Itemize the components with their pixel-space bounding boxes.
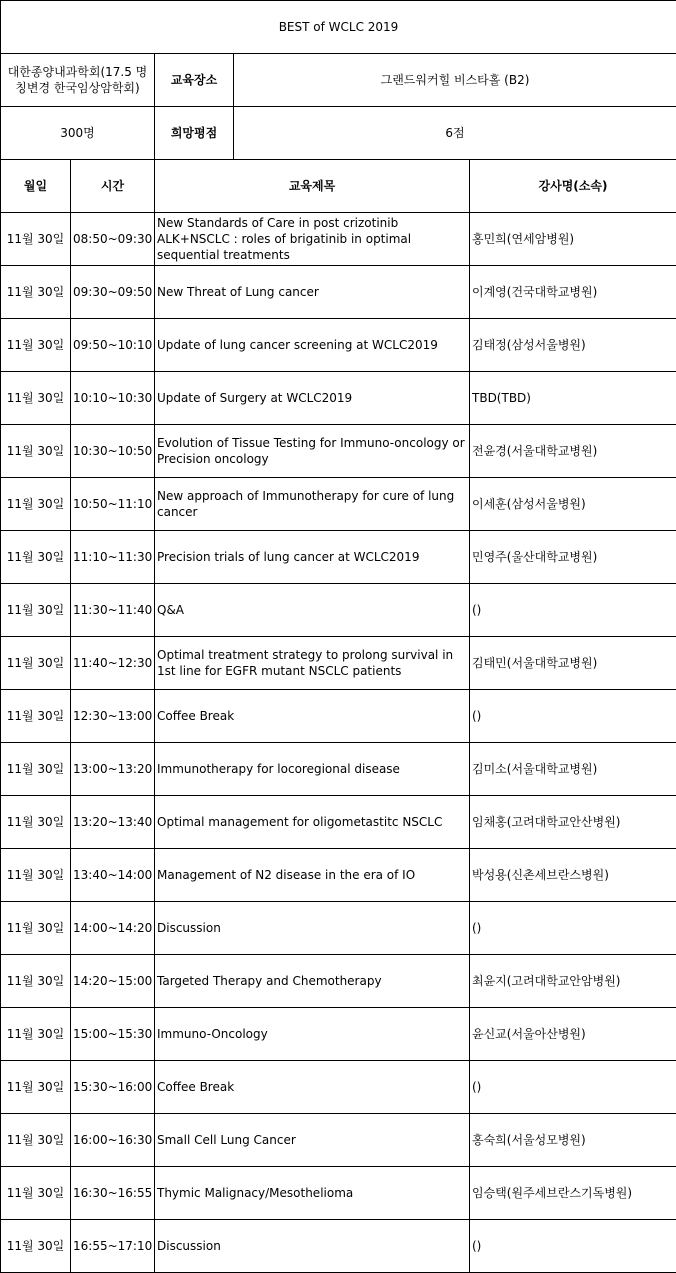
- session-speaker: TBD(TBD): [470, 372, 676, 425]
- session-speaker: (): [470, 902, 676, 955]
- session-date: 11월 30일: [1, 1061, 71, 1114]
- header-time: 시간: [71, 160, 155, 213]
- session-speaker: (): [470, 1061, 676, 1114]
- session-time: 15:30~16:00: [71, 1061, 155, 1114]
- session-date: 11월 30일: [1, 743, 71, 796]
- session-title: Coffee Break: [155, 1061, 470, 1114]
- title-row: [1, 1, 676, 54]
- organizer: 대한종양내과학회(17.5 명칭변경 한국임상암학회): [1, 54, 155, 107]
- header-speaker: 강사명(소속): [470, 160, 676, 213]
- session-time: 16:30~16:55: [71, 1167, 155, 1220]
- session-title: Update of lung cancer screening at WCLC2019: [155, 319, 470, 372]
- session-date: 11월 30일: [1, 213, 71, 266]
- session-time: 09:50~10:10: [71, 319, 155, 372]
- session-time: 10:50~11:10: [71, 478, 155, 531]
- session-time: 10:10~10:30: [71, 372, 155, 425]
- session-date: 11월 30일: [1, 849, 71, 902]
- table-row: [1, 1008, 676, 1061]
- session-speaker: 김태정(삼성서울병원): [470, 319, 676, 372]
- session-speaker: 민영주(울산대학교병원): [470, 531, 676, 584]
- session-date: 11월 30일: [1, 1167, 71, 1220]
- session-title: Small Cell Lung Cancer: [155, 1114, 470, 1167]
- table-row: [1, 955, 676, 1008]
- table-row: [1, 1167, 676, 1220]
- session-date: 11월 30일: [1, 637, 71, 690]
- table-row: [1, 902, 676, 955]
- table-row: [1, 637, 676, 690]
- session-title: Optimal treatment strategy to prolong survival in 1st line for EGFR mutant NSCLC patients: [155, 637, 470, 690]
- table-row: [1, 743, 676, 796]
- session-date: 11월 30일: [1, 955, 71, 1008]
- session-time: 14:20~15:00: [71, 955, 155, 1008]
- session-speaker: 전윤경(서울대학교병원): [470, 425, 676, 478]
- session-title: Targeted Therapy and Chemotherapy: [155, 955, 470, 1008]
- session-speaker: 홍민희(연세암병원): [470, 213, 676, 266]
- session-title: Optimal management for oligometastitc NSCLC: [155, 796, 470, 849]
- session-time: 13:00~13:20: [71, 743, 155, 796]
- session-time: 13:20~13:40: [71, 796, 155, 849]
- session-date: 11월 30일: [1, 319, 71, 372]
- session-time: 16:00~16:30: [71, 1114, 155, 1167]
- table-row: [1, 372, 676, 425]
- credit-label: 희망평점: [155, 107, 234, 160]
- document-title: BEST of WCLC 2019: [1, 1, 676, 54]
- session-date: 11월 30일: [1, 531, 71, 584]
- session-date: 11월 30일: [1, 902, 71, 955]
- table-row: [1, 1220, 676, 1273]
- session-title: New Standards of Care in post crizotinib ALK+NSCLC : roles of brigatinib in optimal sequential treatments: [155, 213, 470, 266]
- session-title: Immuno-Oncology: [155, 1008, 470, 1061]
- venue: 그랜드워커힐 비스타홀 (B2): [234, 54, 676, 107]
- session-date: 11월 30일: [1, 1220, 71, 1273]
- session-speaker: 윤신교(서울아산병원): [470, 1008, 676, 1061]
- session-speaker: 임승택(원주세브란스기독병원): [470, 1167, 676, 1220]
- table-row: [1, 849, 676, 902]
- session-time: 08:50~09:30: [71, 213, 155, 266]
- session-time: 11:30~11:40: [71, 584, 155, 637]
- session-time: 15:00~15:30: [71, 1008, 155, 1061]
- table-row: [1, 319, 676, 372]
- header-date: 월일: [1, 160, 71, 213]
- session-speaker: 이세훈(삼성서울병원): [470, 478, 676, 531]
- capacity: 300명: [1, 107, 155, 160]
- table-row: [1, 531, 676, 584]
- session-title: Q&A: [155, 584, 470, 637]
- organizer-row: [1, 54, 676, 107]
- session-date: 11월 30일: [1, 796, 71, 849]
- session-date: 11월 30일: [1, 1114, 71, 1167]
- header-row: [1, 160, 676, 213]
- table-row: [1, 478, 676, 531]
- session-time: 16:55~17:10: [71, 1220, 155, 1273]
- session-title: Update of Surgery at WCLC2019: [155, 372, 470, 425]
- session-title: Discussion: [155, 902, 470, 955]
- table-row: [1, 425, 676, 478]
- session-speaker: 김미소(서울대학교병원): [470, 743, 676, 796]
- session-date: 11월 30일: [1, 584, 71, 637]
- session-title: Thymic Malignacy/Mesothelioma: [155, 1167, 470, 1220]
- session-date: 11월 30일: [1, 1008, 71, 1061]
- session-time: 12:30~13:00: [71, 690, 155, 743]
- session-speaker: 박성용(신촌세브란스병원): [470, 849, 676, 902]
- session-date: 11월 30일: [1, 478, 71, 531]
- session-title: New approach of Immunotherapy for cure of lung cancer: [155, 478, 470, 531]
- session-date: 11월 30일: [1, 266, 71, 319]
- session-time: 11:40~12:30: [71, 637, 155, 690]
- session-speaker: 이계영(건국대학교병원): [470, 266, 676, 319]
- table-row: [1, 796, 676, 849]
- session-speaker: 김태민(서울대학교병원): [470, 637, 676, 690]
- table-row: [1, 266, 676, 319]
- session-date: 11월 30일: [1, 372, 71, 425]
- session-time: 14:00~14:20: [71, 902, 155, 955]
- session-title: Immunotherapy for locoregional disease: [155, 743, 470, 796]
- program-table-body: [1, 1, 676, 1273]
- session-speaker: (): [470, 690, 676, 743]
- session-title: Coffee Break: [155, 690, 470, 743]
- capacity-row: [1, 107, 676, 160]
- session-time: 11:10~11:30: [71, 531, 155, 584]
- session-title: Management of N2 disease in the era of IO: [155, 849, 470, 902]
- session-speaker: (): [470, 584, 676, 637]
- table-row: [1, 1061, 676, 1114]
- session-title: Precision trials of lung cancer at WCLC2019: [155, 531, 470, 584]
- session-title: New Threat of Lung cancer: [155, 266, 470, 319]
- table-row: [1, 1114, 676, 1167]
- session-time: 10:30~10:50: [71, 425, 155, 478]
- session-date: 11월 30일: [1, 690, 71, 743]
- session-speaker: 임채홍(고려대학교안산병원): [470, 796, 676, 849]
- table-row: [1, 690, 676, 743]
- session-title: Evolution of Tissue Testing for Immuno-oncology or Precision oncology: [155, 425, 470, 478]
- session-speaker: 홍숙희(서울성모병원): [470, 1114, 676, 1167]
- credit: 6점: [234, 107, 676, 160]
- session-speaker: 최윤지(고려대학교안암병원): [470, 955, 676, 1008]
- table-row: [1, 213, 676, 266]
- session-time: 13:40~14:00: [71, 849, 155, 902]
- table-row: [1, 584, 676, 637]
- session-speaker: (): [470, 1220, 676, 1273]
- venue-label: 교육장소: [155, 54, 234, 107]
- header-subject: 교육제목: [155, 160, 470, 213]
- session-time: 09:30~09:50: [71, 266, 155, 319]
- session-title: Discussion: [155, 1220, 470, 1273]
- session-date: 11월 30일: [1, 425, 71, 478]
